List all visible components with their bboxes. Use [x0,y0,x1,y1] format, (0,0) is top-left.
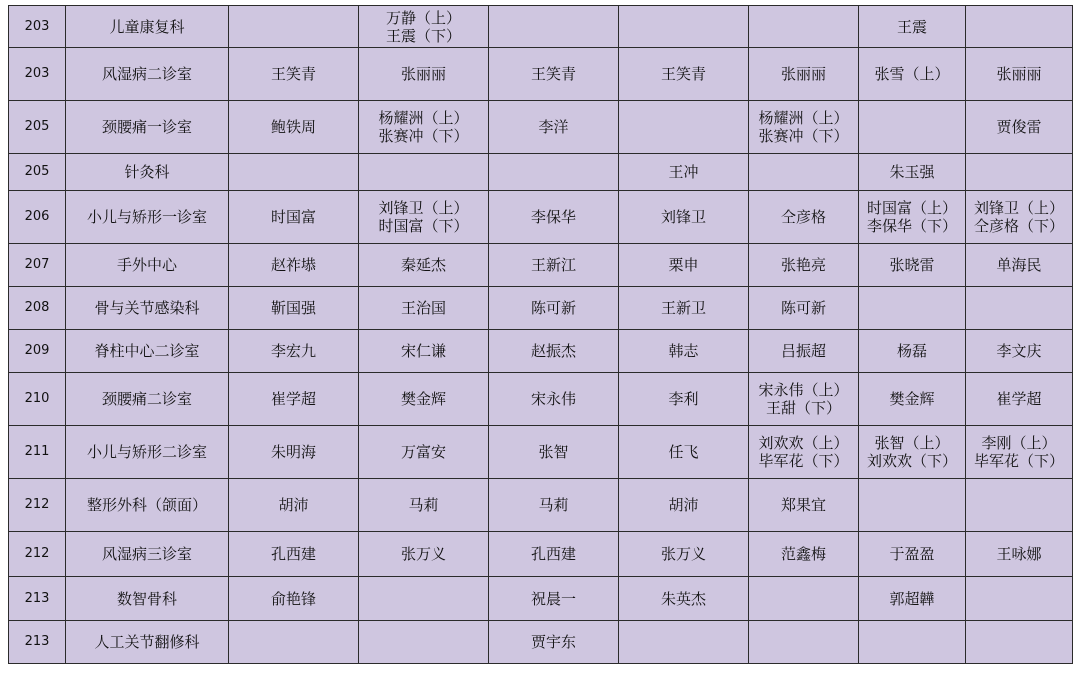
doctor-schedule-cell [749,426,859,479]
room-number-cell: 203 [9,6,66,48]
doctor-name: 李文庆 [996,342,1042,360]
doctor-schedule-cell [489,244,619,287]
doctor-schedule-cell [359,577,489,621]
doctor-name: 王新江 [530,256,576,274]
doctor-schedule-cell [749,373,859,426]
doctor-schedule-cell [359,479,489,532]
doctor-schedule-cell [359,426,489,479]
doctor-name: 仝彦格（下） [973,217,1064,235]
doctor-name: 樊金辉 [889,390,935,408]
doctor-name: 王震（下） [385,26,461,45]
table-row [9,577,1073,621]
doctor-schedule-cell [619,287,749,330]
doctor-name: 张万义 [660,545,706,563]
doctor-schedule-cell [966,287,1073,330]
doctor-name: 王笑青 [270,65,316,83]
doctor-schedule-cell [489,6,619,48]
doctor-schedule-cell [619,191,749,244]
doctor-schedule-cell [619,154,749,191]
doctor-schedule-cell [966,244,1073,287]
department-cell: 整形外科（颌面） [66,479,229,532]
table-row [9,330,1073,373]
room-number-cell: 213 [9,577,66,621]
doctor-name: 王震 [896,17,927,36]
doctor-name: 靳国强 [270,299,316,317]
doctor-schedule-cell [229,577,359,621]
doctor-schedule-cell [749,330,859,373]
doctor-name: 樊金辉 [400,390,446,408]
doctor-name: 吕振超 [780,342,826,360]
room-number-cell: 203 [9,48,66,101]
doctor-name: 毕军花（下） [973,452,1064,470]
doctor-schedule-cell [229,373,359,426]
department-cell: 小儿与矫形一诊室 [66,191,229,244]
doctor-schedule-cell [859,6,966,48]
doctor-name: 赵振杰 [530,342,576,360]
doctor-name: 宋仁谦 [400,342,446,360]
doctor-name: 朱明海 [270,443,316,461]
doctor-name: 李保华 [530,208,576,226]
doctor-name: 张丽丽 [780,65,826,83]
doctor-name: 贾俊雷 [996,118,1042,136]
doctor-schedule-cell [859,373,966,426]
doctor-schedule-cell [749,532,859,577]
doctor-name: 张赛冲（下） [758,127,849,145]
doctor-schedule-cell [619,577,749,621]
doctor-name: 李刚（上） [981,434,1057,452]
doctor-name: 郑果宜 [780,496,826,514]
doctor-name: 崔学超 [270,390,316,408]
doctor-name: 李利 [668,390,699,408]
doctor-schedule-cell [749,101,859,154]
doctor-name: 王新卫 [660,299,706,317]
doctor-schedule-cell [619,101,749,154]
doctor-schedule-cell [859,48,966,101]
doctor-schedule-cell [619,621,749,664]
doctor-schedule-cell [749,244,859,287]
doctor-name: 张雪（上） [874,65,950,83]
table-row [9,48,1073,101]
doctor-schedule-cell [966,191,1073,244]
doctor-name: 王笑青 [660,65,706,83]
doctor-schedule-cell [489,48,619,101]
schedule-table-container [8,5,1072,664]
department-cell: 颈腰痛二诊室 [66,373,229,426]
doctor-name: 鲍铁周 [270,118,316,136]
doctor-schedule-cell [966,101,1073,154]
doctor-schedule-cell [859,244,966,287]
doctor-name: 张晓雷 [889,256,935,274]
doctor-schedule-cell [619,479,749,532]
doctor-name: 刘锋卫 [660,208,706,226]
room-number-cell: 210 [9,373,66,426]
room-number-cell: 212 [9,532,66,577]
doctor-schedule-cell [489,373,619,426]
doctor-schedule-cell [489,191,619,244]
doctor-schedule-cell [859,577,966,621]
table-row [9,6,1073,48]
doctor-name: 单海民 [996,256,1042,274]
doctor-name: 仝彦格 [780,208,826,226]
doctor-schedule-cell [966,373,1073,426]
doctor-name: 时国富（下） [378,217,469,235]
doctor-name: 秦延杰 [400,256,446,274]
doctor-schedule-cell [359,154,489,191]
doctor-name: 李宏九 [270,342,316,360]
doctor-name: 赵祚塨 [270,256,316,274]
table-row [9,154,1073,191]
table-row [9,287,1073,330]
doctor-name: 于盈盈 [889,545,935,563]
doctor-schedule-cell [229,287,359,330]
doctor-name: 杨耀洲（上） [378,109,469,127]
doctor-schedule-cell [619,244,749,287]
doctor-name: 祝晨一 [530,589,576,608]
room-number-cell: 208 [9,287,66,330]
doctor-schedule-cell [229,532,359,577]
doctor-name: 王冲 [668,163,699,181]
department-cell: 骨与关节感染科 [66,287,229,330]
doctor-name: 胡沛 [278,496,309,514]
doctor-schedule-cell [749,6,859,48]
doctor-name: 张万义 [400,545,446,563]
doctor-schedule-cell [359,244,489,287]
doctor-schedule-cell [489,287,619,330]
doctor-schedule-cell [859,426,966,479]
doctor-name: 栗申 [668,256,699,274]
doctor-name: 陈可新 [530,299,576,317]
doctor-schedule-cell [619,330,749,373]
doctor-schedule-cell [966,426,1073,479]
doctor-schedule-cell [229,48,359,101]
doctor-name: 任飞 [668,443,699,461]
table-row [9,426,1073,479]
doctor-name: 张丽丽 [400,65,446,83]
doctor-schedule-cell [229,621,359,664]
doctor-name: 俞艳锋 [270,589,316,608]
doctor-name: 胡沛 [668,496,699,514]
table-row [9,191,1073,244]
doctor-name: 刘欢欢（上） [758,434,849,452]
doctor-name: 朱英杰 [660,589,706,608]
doctor-name: 马莉 [538,496,569,514]
doctor-name: 万静（上） [385,8,461,27]
clinic-schedule-table [8,5,1073,664]
doctor-name: 宋永伟（上） [758,381,849,399]
department-cell: 手外中心 [66,244,229,287]
department-cell: 数智骨科 [66,577,229,621]
doctor-schedule-cell [966,621,1073,664]
doctor-schedule-cell [966,330,1073,373]
doctor-schedule-cell [619,48,749,101]
room-number-cell: 209 [9,330,66,373]
doctor-schedule-cell [359,330,489,373]
doctor-name: 孔西建 [270,545,316,563]
doctor-name: 贾宇东 [530,633,576,651]
doctor-name: 杨耀洲（上） [758,109,849,127]
table-row [9,532,1073,577]
doctor-name: 李洋 [538,118,569,136]
doctor-name: 陈可新 [780,299,826,317]
doctor-schedule-cell [229,101,359,154]
doctor-schedule-cell [229,191,359,244]
doctor-name: 王甜（下） [765,399,841,417]
doctor-name: 时国富（上） [866,199,957,217]
doctor-schedule-cell [859,479,966,532]
doctor-schedule-cell [966,577,1073,621]
doctor-schedule-cell [749,479,859,532]
doctor-schedule-cell [859,191,966,244]
doctor-schedule-cell [749,621,859,664]
doctor-name: 刘欢欢（下） [866,452,957,470]
doctor-schedule-cell [749,287,859,330]
doctor-schedule-cell [749,577,859,621]
doctor-name: 万富安 [400,443,446,461]
doctor-schedule-cell [859,532,966,577]
doctor-schedule-cell [966,48,1073,101]
doctor-name: 杨磊 [896,342,927,360]
doctor-name: 李保华（下） [866,217,957,235]
doctor-schedule-cell [749,48,859,101]
doctor-schedule-cell [489,479,619,532]
department-cell: 儿童康复科 [66,6,229,48]
doctor-name: 郭超韡 [889,589,935,608]
department-cell: 针灸科 [66,154,229,191]
table-row [9,373,1073,426]
doctor-name: 时国富 [270,208,316,226]
doctor-schedule-cell [859,101,966,154]
doctor-name: 朱玉强 [889,163,935,181]
doctor-name: 马莉 [408,496,439,514]
room-number-cell: 211 [9,426,66,479]
doctor-name: 毕军花（下） [758,452,849,470]
doctor-schedule-cell [489,577,619,621]
room-number-cell: 212 [9,479,66,532]
doctor-schedule-cell [229,6,359,48]
doctor-schedule-cell [359,373,489,426]
room-number-cell: 206 [9,191,66,244]
doctor-schedule-cell [619,373,749,426]
schedule-body [9,6,1073,664]
doctor-schedule-cell [359,101,489,154]
doctor-schedule-cell [859,621,966,664]
doctor-name: 张赛冲（下） [378,127,469,145]
doctor-schedule-cell [229,479,359,532]
doctor-name: 张智（上） [874,434,950,452]
doctor-name: 王治国 [400,299,446,317]
doctor-schedule-cell [359,287,489,330]
doctor-schedule-cell [229,154,359,191]
doctor-schedule-cell [859,154,966,191]
doctor-name: 孔西建 [530,545,576,563]
doctor-schedule-cell [489,426,619,479]
doctor-name: 王咏娜 [996,545,1042,563]
doctor-name: 范鑫梅 [780,545,826,563]
doctor-name: 韩志 [668,342,699,360]
table-row [9,101,1073,154]
doctor-schedule-cell [359,621,489,664]
doctor-schedule-cell [749,191,859,244]
doctor-schedule-cell [359,191,489,244]
room-number-cell: 207 [9,244,66,287]
doctor-name: 刘锋卫（上） [973,199,1064,217]
doctor-schedule-cell [359,532,489,577]
room-number-cell: 205 [9,154,66,191]
doctor-schedule-cell [619,6,749,48]
doctor-name: 宋永伟 [530,390,576,408]
doctor-schedule-cell [489,330,619,373]
doctor-schedule-cell [619,426,749,479]
doctor-schedule-cell [749,154,859,191]
doctor-schedule-cell [966,479,1073,532]
department-cell: 人工关节翻修科 [66,621,229,664]
doctor-schedule-cell [966,532,1073,577]
doctor-schedule-cell [489,154,619,191]
doctor-schedule-cell [229,244,359,287]
table-row [9,621,1073,664]
doctor-name: 崔学超 [996,390,1042,408]
department-cell: 风湿病二诊室 [66,48,229,101]
doctor-name: 张艳亮 [780,256,826,274]
department-cell: 颈腰痛一诊室 [66,101,229,154]
doctor-name: 张智 [538,443,569,461]
doctor-schedule-cell [229,330,359,373]
department-cell: 风湿病三诊室 [66,532,229,577]
doctor-schedule-cell [489,101,619,154]
doctor-schedule-cell [966,6,1073,48]
doctor-name: 张丽丽 [996,65,1042,83]
doctor-schedule-cell [489,532,619,577]
department-cell: 小儿与矫形二诊室 [66,426,229,479]
table-row [9,479,1073,532]
doctor-schedule-cell [859,287,966,330]
doctor-schedule-cell [489,621,619,664]
doctor-schedule-cell [859,330,966,373]
doctor-schedule-cell [229,426,359,479]
department-cell: 脊柱中心二诊室 [66,330,229,373]
table-row [9,244,1073,287]
doctor-schedule-cell [359,6,489,48]
room-number-cell: 213 [9,621,66,664]
doctor-name: 刘锋卫（上） [378,199,469,217]
doctor-schedule-cell [619,532,749,577]
doctor-schedule-cell [359,48,489,101]
room-number-cell: 205 [9,101,66,154]
doctor-name: 王笑青 [530,65,576,83]
doctor-schedule-cell [966,154,1073,191]
